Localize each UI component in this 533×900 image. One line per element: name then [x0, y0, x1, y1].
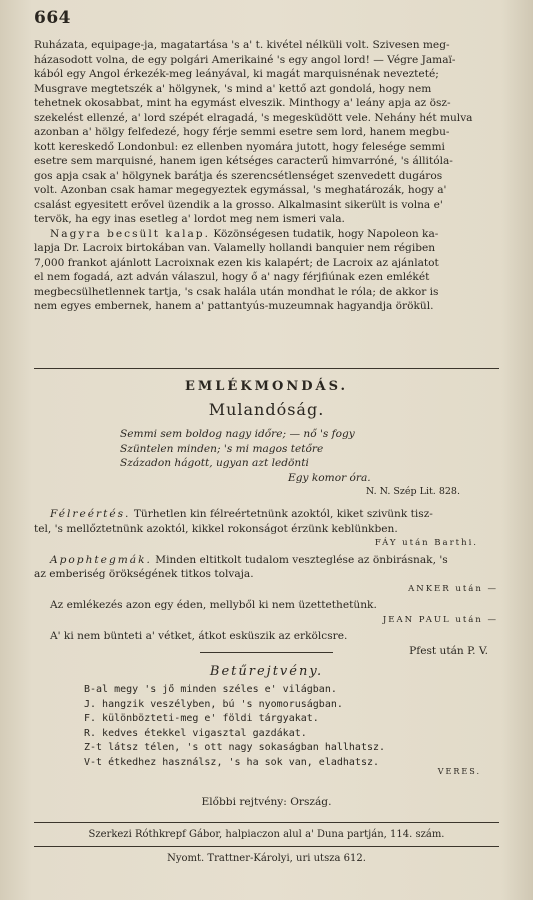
editor-line: Szerkezi Róthkrepf Gábor, halpiaczon alul a' Duna partján, 114. szám.: [88, 829, 445, 840]
quote3-text: Az emlékezés azon egy éden, mellyből ki nem üzettethetünk.: [50, 599, 377, 611]
poem-line-1: Szüntelen minden; 's mi magos tetőre: [120, 442, 324, 455]
riddle-author: VERES.: [437, 767, 481, 776]
para2-line-3: el nem fogadá, azt adván válaszul, hogy ő a' nagy férjfiúnak ezen emlékét: [34, 271, 430, 283]
main-line-3: Musgrave megtetszék a' hölgynek, 's mind a' kettő azt gondolá, hogy nem: [34, 82, 432, 95]
page-number: 664: [34, 8, 71, 28]
quote1-text1: Türhetlen kin félreértetnünk azoktól, kiket szivünk tisz-: [133, 508, 433, 520]
sayings: [34, 507, 498, 658]
riddle-line-5: V-t étkedhez használsz, 's ha sok van, eladhatsz.: [84, 756, 380, 768]
divider-middle: [200, 652, 333, 653]
main-line-4: tehetnek okosabbat, mint ha egymást elveszik. Minthogy a' leány apja az ösz-: [34, 97, 451, 109]
para2-head: Nagyra becsült kalap.: [50, 227, 210, 240]
main-article: [34, 38, 498, 314]
poem-line-2: Századon hágott, ugyan azt ledönti: [120, 457, 309, 469]
poem-source: N. N. Szép Lit. 828.: [365, 486, 460, 497]
riddle-title: Betűrejtvény.: [209, 664, 324, 679]
riddle-line-1: J. hangzik veszélyben, bú 's nyomoruságban.: [84, 698, 343, 710]
main-line-2: kából egy Angol érkezék-meg leányával, ki magát marquisnénak nevezteté;: [34, 68, 439, 80]
para2-line-5: nem egyes embernek, hanem a' pattantyús-muzeumnak hagyandja örökül.: [34, 300, 434, 312]
main-line-5: szekelést ellenzé, a' lord szépét elragadá, 's megesküdött vele. Nehány hét mulva: [34, 111, 473, 124]
main-line-9: gos apja csak a' hölgynek barátja és szerencsétlenséget szenvedett dugáros: [34, 169, 443, 182]
para2-line-2: 7,000 frankot ajánlott Lacroixnak ezen kis kalapért; de Lacroix az ajánlatot: [34, 256, 439, 269]
divider-footer-top: [34, 822, 499, 823]
para2-first-line: [34, 227, 498, 242]
quote2-head: Apophtegmák.: [50, 553, 152, 566]
para2-line-1: lapja Dr. Lacroix birtokában van. Valamelly hollandi banquier nem régiben: [34, 242, 436, 254]
quote2-source: ANKER után —: [408, 583, 498, 594]
quote1-source: FÁY után Barthi.: [374, 538, 478, 548]
main-line-11: csalást egyesitett erővel üzendik a la grosso. Alkalmasint sikerült is volna e': [34, 198, 443, 211]
riddle-line-4: Z-t látsz télen, 's ott nagy sokaságban hallhatsz.: [84, 742, 386, 753]
poem-line-3: Egy komor óra.: [288, 471, 371, 484]
divider-footer-bottom: [34, 846, 499, 847]
poem: [120, 427, 460, 500]
main-line-6: azonban a' hölgy felfedezé, hogy férje semmi esetre sem lord, hanem megbu-: [34, 126, 450, 138]
main-line-1: házasodott volna, de egy polgári Amerikainé 's egy angol lord! — Végre Jamaï-: [34, 53, 456, 66]
previous-riddle-answer: Előbbi rejtvény: Ország.: [201, 796, 332, 808]
main-line-10: volt. Azonban csak hamar megegyeztek egymással, 's meghatározák, hogy a': [34, 184, 447, 196]
quote1: [34, 507, 498, 522]
poem-line-0: Semmi sem boldog nagy időre; — nő 's fogy: [120, 428, 355, 440]
riddle: [84, 683, 484, 770]
quote2: [34, 553, 498, 568]
quote1-text2: tel, 's mellőztetnünk azoktól, kikkel rokonságot érzünk keblünkben.: [34, 522, 398, 535]
quote3-source: JEAN PAUL után —: [382, 614, 498, 625]
riddle-line-0: B-al megy 's jő minden széles e' világban.: [84, 684, 337, 695]
main-line-0: Ruházata, equipage-ja, magatartása 's a' t. kivétel nélküli volt. Szivesen meg-: [34, 39, 450, 51]
section-title: EMLÉKMONDÁS.: [184, 379, 349, 394]
printer-line: Nyomt. Trattner-Károlyi, uri utsza 612.: [167, 853, 366, 864]
main-line-7: kott kereskedő Londonbul: ez ellenben nyomára jutott, hogy felesége semmi: [34, 140, 445, 153]
riddle-line-2: F. különbözteti-meg e' földi tárgyakat.: [84, 713, 319, 724]
riddle-line-3: R. kedves étekkel vigasztal gazdákat.: [84, 727, 307, 739]
quote4-source: Pfest után P. V.: [409, 644, 488, 657]
quote2-text1: Minden eltitkolt tudalom veszteglése az önbirásnak, 's: [155, 553, 448, 566]
section-subtitle: Mulandóság.: [208, 400, 325, 419]
para2-line-0: Közönségesen tudatik, hogy Napoleon ka-: [213, 227, 439, 240]
main-line-8: esetre sem marquisné, hanem igen kétséges caracterű himvarróné, 's állitóla-: [34, 155, 453, 167]
quote1-head: Félreértés.: [50, 508, 131, 520]
divider-top: [34, 368, 499, 369]
main-line-12: tervök, ha egy inas esetleg a' lordot meg nem ismeri vala.: [34, 213, 345, 225]
quote2-text2: az emberiség örökségének titkos tolvaja.: [34, 568, 254, 580]
quote4-text: A' ki nem bünteti a' vétket, átkot esküszik az erkölcsre.: [50, 630, 348, 642]
para2-line-4: megbecsülhetlennek tartja, 's csak halála után mondhat le róla; de akkor is: [34, 285, 439, 298]
